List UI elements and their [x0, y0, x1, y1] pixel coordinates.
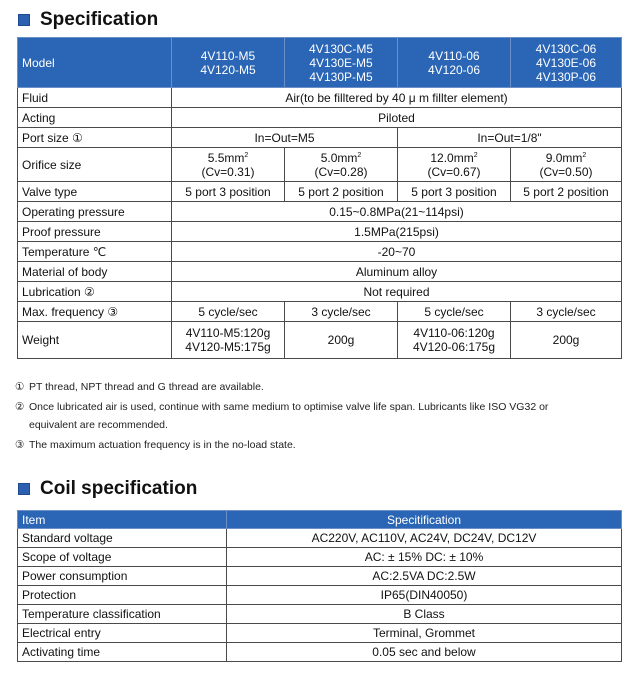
coil-row-label: Activating time: [18, 643, 227, 662]
note-1: ① PT thread, NPT thread and G thread are available.: [15, 381, 264, 393]
coil-row-label: Standard voltage: [18, 529, 227, 548]
coil-row-value: Terminal, Grommet: [227, 624, 622, 643]
proof-pressure-label: Proof pressure: [18, 222, 172, 242]
weight-label: Weight: [18, 322, 172, 359]
weight-value-4: 200g: [511, 322, 622, 359]
coil-row: [18, 586, 622, 605]
coil-row: [18, 548, 622, 567]
fluid-label: Fluid: [18, 88, 172, 108]
operating-pressure-label: Operating pressure: [18, 202, 172, 222]
proof-pressure-value: 1.5MPa(215psi): [172, 222, 622, 242]
orifice-row: [18, 148, 622, 182]
valve-type-value-3: 5 port 3 position: [398, 182, 511, 202]
operating-pressure-value: 0.15~0.8MPa(21~114psi): [172, 202, 622, 222]
proof-pressure-row: [18, 222, 622, 242]
material-row: [18, 262, 622, 282]
coil-header-row: [18, 511, 622, 529]
coil-row-label: Scope of voltage: [18, 548, 227, 567]
model-label: Model: [18, 38, 172, 88]
lubrication-row: [18, 282, 622, 302]
coil-row-value: IP65(DIN40050): [227, 586, 622, 605]
coil-row: [18, 605, 622, 624]
model-col-1: 4V110-M5 4V120-M5: [172, 38, 285, 88]
temperature-value: -20~70: [172, 242, 622, 262]
max-frequency-row: [18, 302, 622, 322]
operating-pressure-row: [18, 202, 622, 222]
note-2: ② Once lubricated air is used, continue with same medium to optimise valve life span. Lubricants like ISO VG32 or: [15, 401, 549, 413]
valve-type-row: [18, 182, 622, 202]
max-frequency-value-2: 3 cycle/sec: [285, 302, 398, 322]
lubrication-value: Not required: [172, 282, 622, 302]
coil-row-value: AC220V, AC110V, AC24V, DC24V, DC12V: [227, 529, 622, 548]
weight-value-3: 4V110-06:120g 4V120-06:175g: [398, 322, 511, 359]
coil-row-label: Temperature classification: [18, 605, 227, 624]
port-size-m5: In=Out=M5: [172, 128, 398, 148]
coil-row: [18, 529, 622, 548]
note-2-continued: equivalent are recommended.: [29, 419, 168, 431]
lubrication-label: Lubrication ②: [18, 282, 172, 302]
coil-row-label: Power consumption: [18, 567, 227, 586]
coil-row: [18, 624, 622, 643]
max-frequency-value-3: 5 cycle/sec: [398, 302, 511, 322]
orifice-value-3: $12.0mm^2$ (Cv=0.67): [398, 148, 511, 182]
coil-table: [17, 510, 622, 662]
model-col-2: 4V130C-M5 4V130E-M5 4V130P-M5: [285, 38, 398, 88]
square-bullet-icon: [18, 14, 30, 26]
coil-row-label: Protection: [18, 586, 227, 605]
orifice-value-4: $9.0mm^2$ (Cv=0.50): [511, 148, 622, 182]
coil-title: Coil specification: [40, 478, 198, 499]
port-size-row: [18, 128, 622, 148]
coil-spec-header: Specitification: [227, 511, 622, 529]
temperature-label: Temperature ℃: [18, 242, 172, 262]
fluid-value: Air(to be filltered by 40 μ m fillter element): [172, 88, 622, 108]
model-col-4: 4V130C-06 4V130E-06 4V130P-06: [511, 38, 622, 88]
temperature-row: [18, 242, 622, 262]
acting-label: Acting: [18, 108, 172, 128]
coil-row-value: AC:2.5VA DC:2.5W: [227, 567, 622, 586]
coil-section-title: [18, 478, 197, 500]
spec-title: Specification: [40, 9, 159, 30]
square-bullet-icon: [18, 483, 30, 495]
port-size-1-8: In=Out=1/8": [398, 128, 622, 148]
coil-row: [18, 567, 622, 586]
coil-row: [18, 643, 622, 662]
valve-type-value-1: 5 port 3 position: [172, 182, 285, 202]
valve-type-label: Valve type: [18, 182, 172, 202]
spec-table: [17, 37, 622, 359]
orifice-value-2: $5.0mm^2$ (Cv=0.28): [285, 148, 398, 182]
max-frequency-value-1: 5 cycle/sec: [172, 302, 285, 322]
coil-item-header: Item: [18, 511, 227, 529]
spec-header-row: [18, 38, 622, 88]
spec-section-title: [18, 9, 158, 31]
orifice-label: Orifice size: [18, 148, 172, 182]
note-3: ③ The maximum actuation frequency is in the no-load state.: [15, 439, 296, 451]
weight-row: [18, 322, 622, 359]
coil-row-value: AC: ± 15% DC: ± 10%: [227, 548, 622, 567]
valve-type-value-2: 5 port 2 position: [285, 182, 398, 202]
acting-row: [18, 108, 622, 128]
weight-value-2: 200g: [285, 322, 398, 359]
material-value: Aluminum alloy: [172, 262, 622, 282]
weight-value-1: 4V110-M5:120g 4V120-M5:175g: [172, 322, 285, 359]
valve-type-value-4: 5 port 2 position: [511, 182, 622, 202]
max-frequency-value-4: 3 cycle/sec: [511, 302, 622, 322]
coil-row-label: Electrical entry: [18, 624, 227, 643]
model-col-3: 4V110-06 4V120-06: [398, 38, 511, 88]
max-frequency-label: Max. frequency ③: [18, 302, 172, 322]
orifice-value-1: $5.5mm^2$ (Cv=0.31): [172, 148, 285, 182]
port-size-label: Port size ①: [18, 128, 172, 148]
coil-row-value: 0.05 sec and below: [227, 643, 622, 662]
fluid-row: [18, 88, 622, 108]
acting-value: Piloted: [172, 108, 622, 128]
material-label: Material of body: [18, 262, 172, 282]
coil-row-value: B Class: [227, 605, 622, 624]
